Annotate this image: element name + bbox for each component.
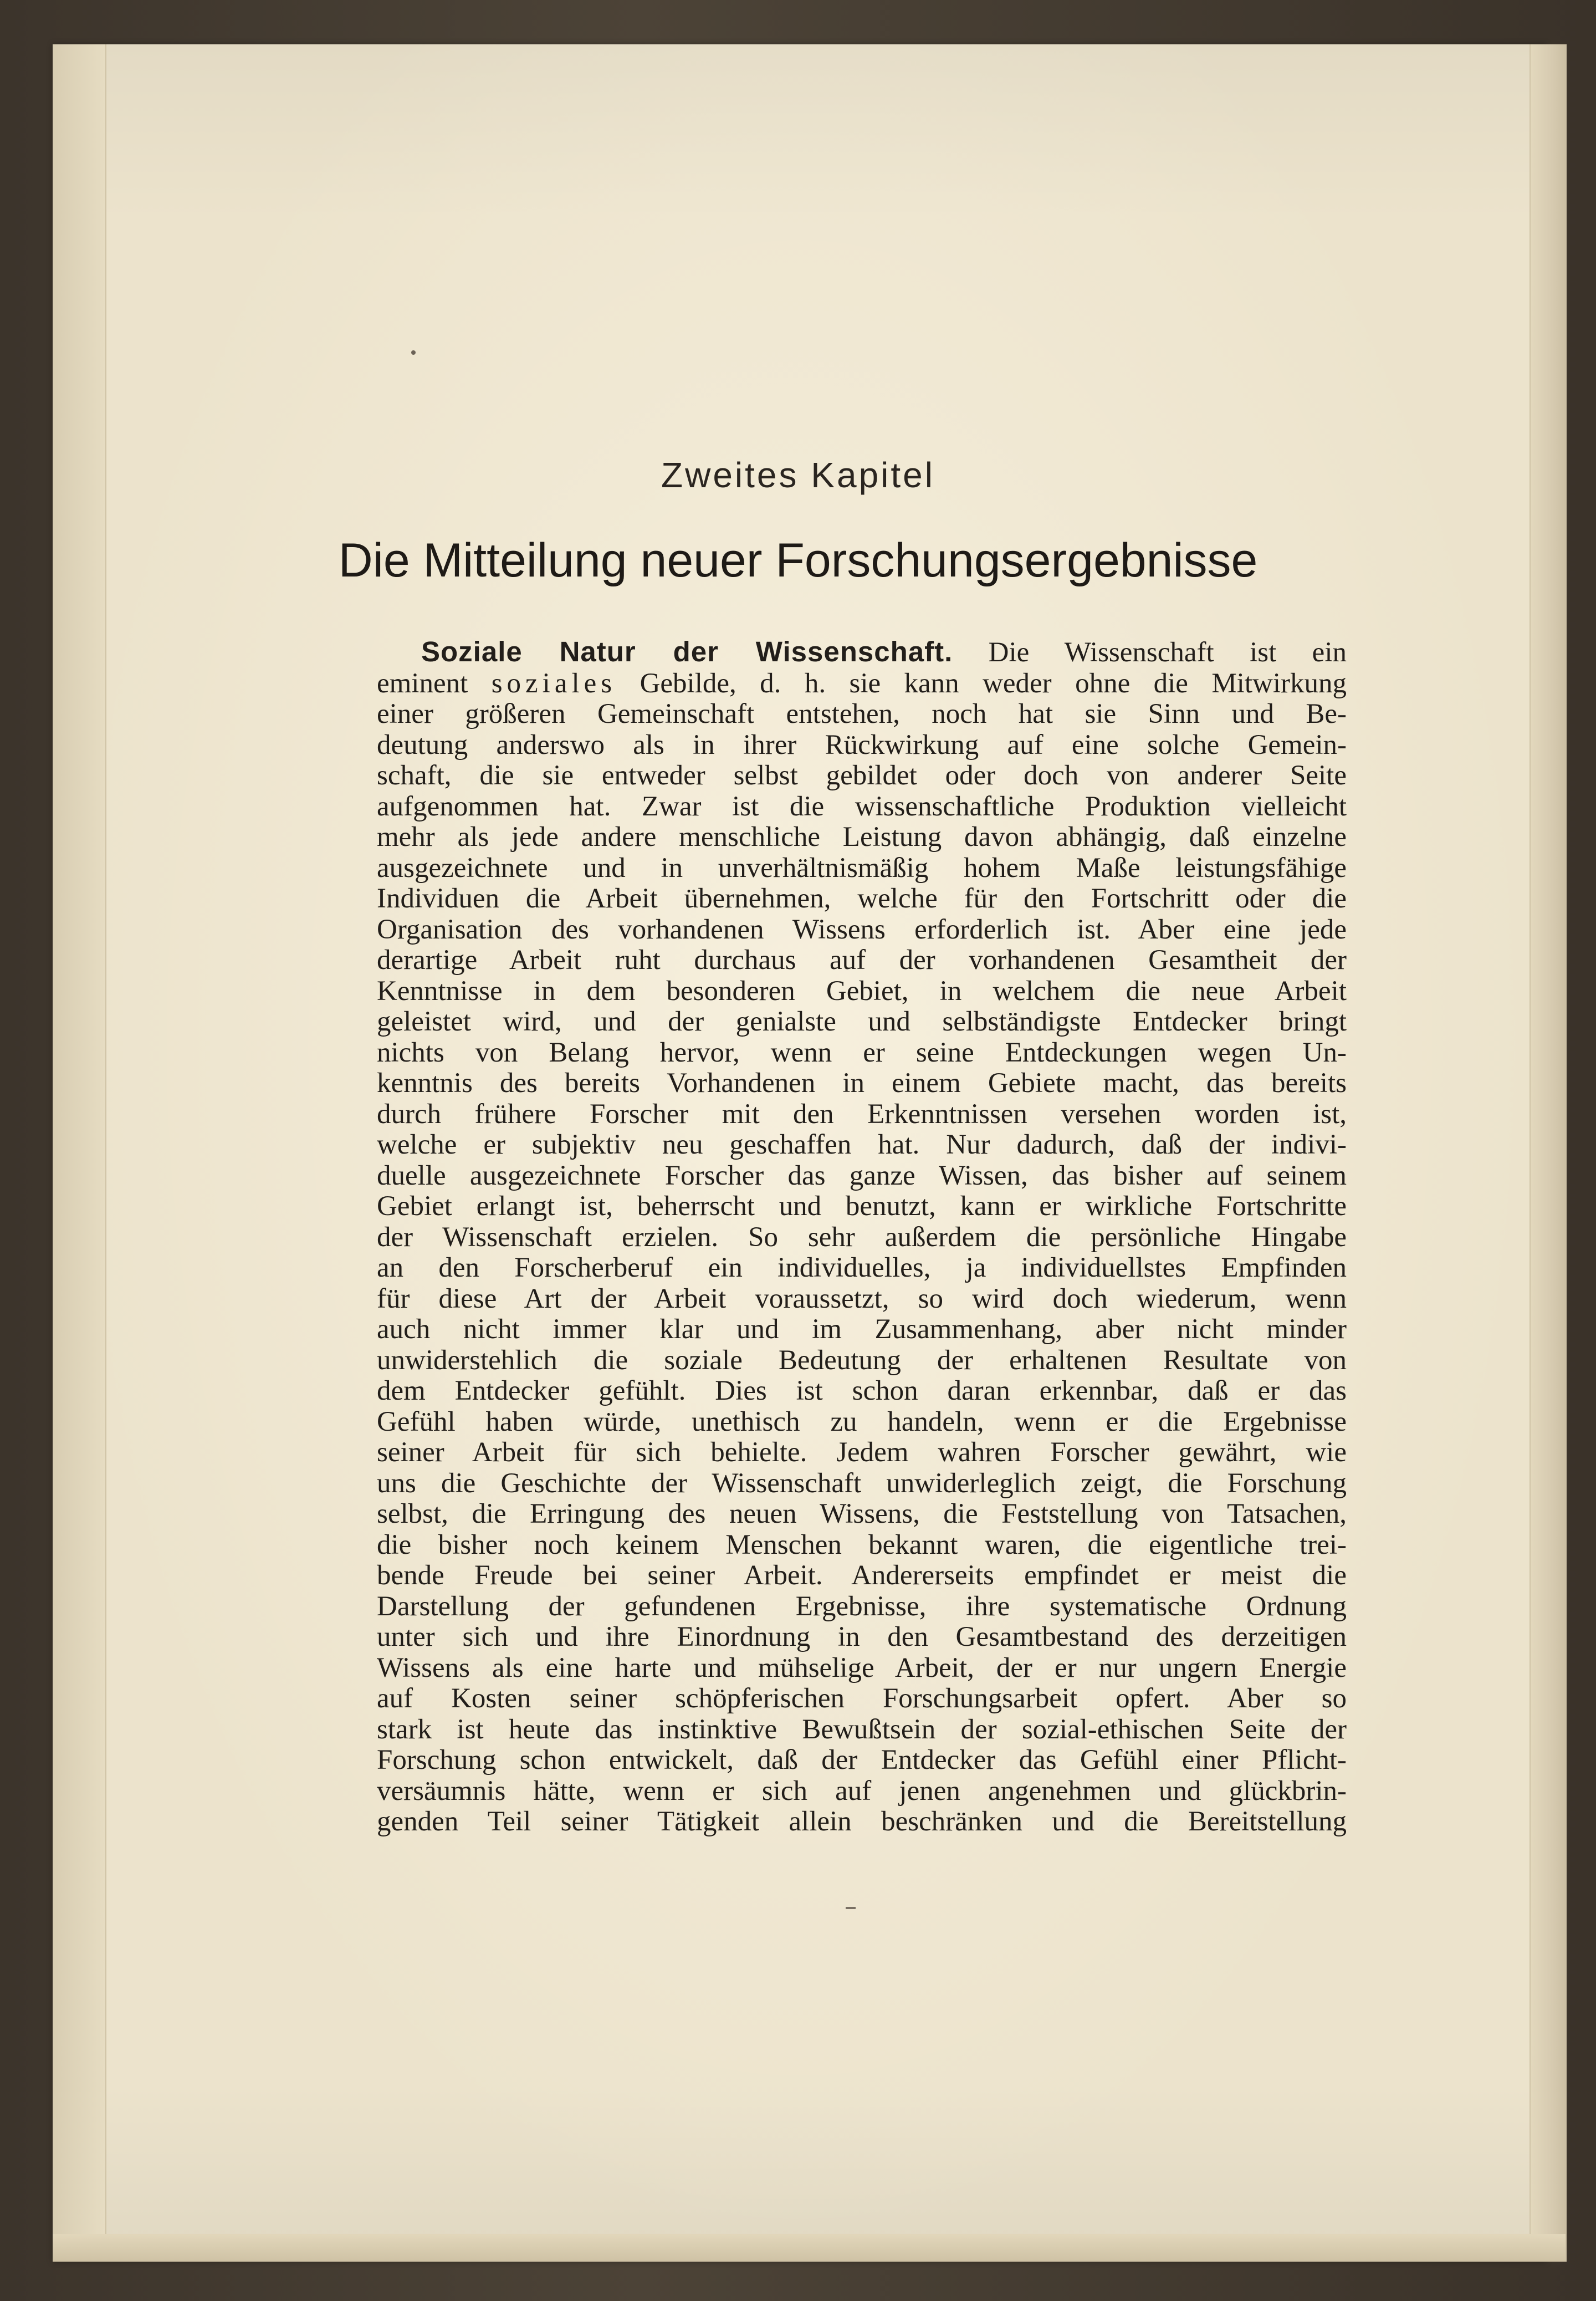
- text-line: Gefühl haben würde, unethisch zu handeln, wenn er die Ergebnisse: [377, 1406, 1347, 1437]
- text-line: durch frühere Forscher mit den Erkenntnissen versehen worden ist,: [377, 1098, 1347, 1130]
- page-gutter-strip: [53, 44, 106, 2262]
- chapter-title: Die Mitteilung neuer Forschungsergebnisse: [338, 534, 1258, 587]
- chapter-label: Zweites Kapitel: [661, 455, 935, 495]
- text-line: der Wissenschaft erzielen. So sehr außerdem die persönliche Hingabe: [377, 1221, 1347, 1253]
- text-line: Individuen die Arbeit übernehmen, welche für den Fortschritt oder die: [377, 883, 1347, 914]
- text-line-content: eminent soziales Gebilde, d. h. sie kann weder ohne die Mitwirkung: [377, 667, 1347, 699]
- paper-speck: [411, 350, 416, 355]
- text-line: Kenntnisse in dem besonderen Gebiet, in welchem die neue Arbeit: [377, 975, 1347, 1007]
- text-line: deutung anderswo als in ihrer Rückwirkung auf eine solche Gemein-: [377, 729, 1347, 761]
- text-line: welche er subjektiv neu geschaffen hat. Nur dadurch, daß der indivi-: [377, 1129, 1347, 1160]
- text-line: Die Wissenschaft ist ein: [953, 637, 1347, 668]
- text-line: selbst, die Erringung des neuen Wissens, die Feststellung von Tatsachen,: [377, 1498, 1347, 1529]
- text-line: kenntnis des bereits Vorhandenen in einem Gebiete macht, das bereits: [377, 1068, 1347, 1099]
- text-line: dem Entdecker gefühlt. Dies ist schon daran erkennbar, daß er das: [377, 1375, 1347, 1406]
- text-line: unter sich und ihre Einordnung in den Gesamtbestand des derzeitigen: [377, 1621, 1347, 1652]
- text-line: nichts von Belang hervor, wenn er seine Entdeckungen wegen Un-: [377, 1037, 1347, 1068]
- first-line: [377, 636, 1347, 669]
- text-line: derartige Arbeit ruht durchaus auf der vorhandenen Gesamtheit der: [377, 945, 1347, 976]
- text-line: aufgenommen hat. Zwar ist die wissenschaftliche Produktion vielleicht: [377, 790, 1347, 822]
- paper-mark: [846, 1907, 856, 1909]
- text-line: genden Teil seiner Tätigkeit allein beschränken und die Bereitstellung: [377, 1806, 1347, 1837]
- text-line: die bisher noch keinem Menschen bekannt waren, die eigentliche trei-: [377, 1529, 1347, 1560]
- text-line: versäumnis hätte, wenn er sich auf jenen angenehmen und glückbrin-: [377, 1775, 1347, 1807]
- text-line: Gebiet erlangt ist, beherrscht und benutzt, kann er wirkliche Fortschritte: [377, 1191, 1347, 1222]
- text-line: seiner Arbeit für sich behielte. Jedem wahren Forscher gewährt, wie: [377, 1437, 1347, 1468]
- text-line: duelle ausgezeichnete Forscher das ganze Wissen, das bisher auf seinem: [377, 1160, 1347, 1191]
- text-line: schaft, die sie entweder selbst gebildet oder doch von anderer Seite: [377, 760, 1347, 791]
- text-line: uns die Geschichte der Wissenschaft unwiderleglich zeigt, die Forschung: [377, 1467, 1347, 1499]
- next-page-edge: [1530, 44, 1567, 2262]
- page-bottom-edge: [53, 2234, 1566, 2262]
- body-text: [377, 636, 1347, 1838]
- text-line: geleistet wird, und der genialste und selbständigste Entdecker bringt: [377, 1006, 1347, 1037]
- text-line: auch nicht immer klar und im Zusammenhang, aber nicht minder: [377, 1314, 1347, 1345]
- text-line: [377, 669, 1347, 700]
- text-line: stark ist heute das instinktive Bewußtsein der sozial-ethischen Seite der: [377, 1713, 1347, 1745]
- text-line: Forschung schon entwickelt, daß der Entdecker das Gefühl einer Pflicht-: [377, 1744, 1347, 1776]
- text-line: auf Kosten seiner schöpferischen Forschungsarbeit opfert. Aber so: [377, 1683, 1347, 1714]
- text-line: unwiderstehlich die soziale Bedeutung der erhaltenen Resultate von: [377, 1344, 1347, 1376]
- text-line: an den Forscherberuf ein individuelles, ja individuellstes Empfinden: [377, 1252, 1347, 1283]
- text-line: Wissens als eine harte und mühselige Arbeit, der er nur ungern Energie: [377, 1652, 1347, 1683]
- text-line: Darstellung der gefundenen Ergebnisse, ihre systematische Ordnung: [377, 1590, 1347, 1622]
- text-line: einer größeren Gemeinschaft entstehen, noch hat sie Sinn und Be-: [377, 698, 1347, 729]
- spaced-word: soziales: [491, 667, 617, 699]
- text-line: bende Freude bei seiner Arbeit. Andererseits empfindet er meist die: [377, 1560, 1347, 1591]
- section-heading: Soziale Natur der Wissenschaft.: [421, 636, 953, 667]
- text-line: mehr als jede andere menschliche Leistung davon abhängig, daß einzelne: [377, 822, 1347, 853]
- text-line: für diese Art der Arbeit voraussetzt, so wird doch wiederum, wenn: [377, 1283, 1347, 1314]
- text-line: ausgezeichnete und in unverhältnismäßig hohem Maße leistungsfähige: [377, 852, 1347, 884]
- text-line: Organisation des vorhandenen Wissens erforderlich ist. Aber eine jede: [377, 914, 1347, 945]
